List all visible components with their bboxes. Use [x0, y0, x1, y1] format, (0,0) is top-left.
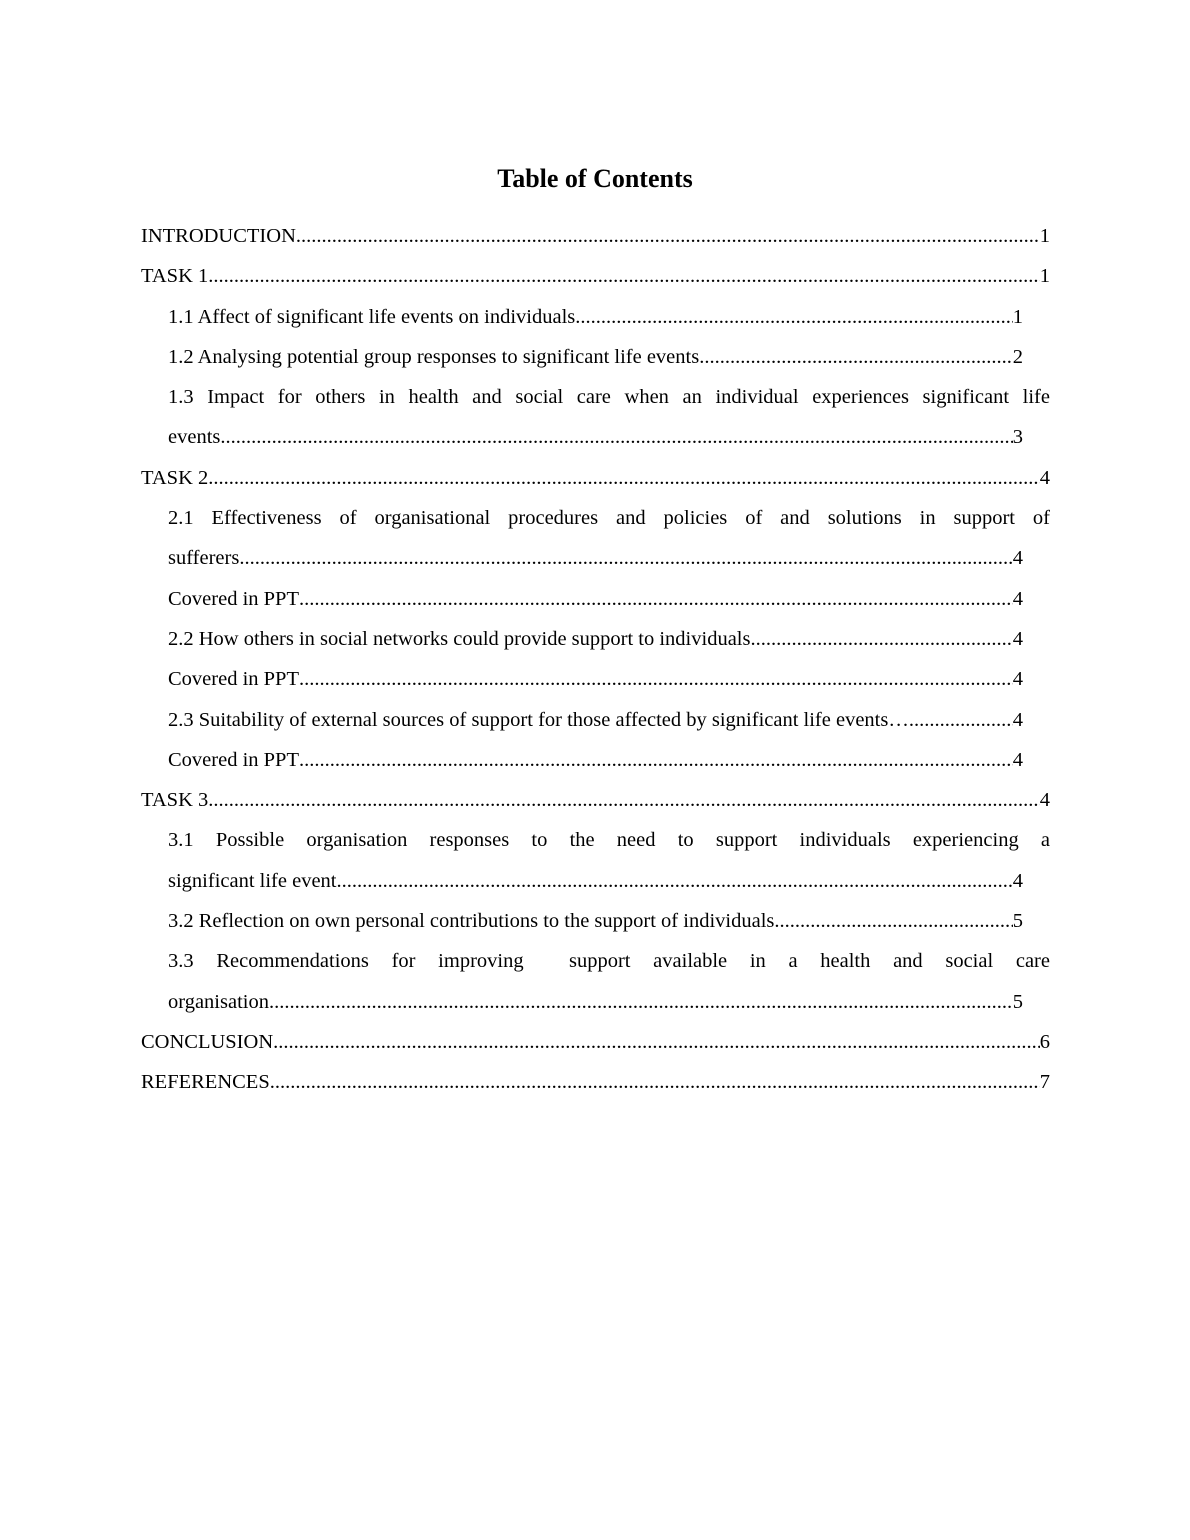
toc-entry-2-3[interactable]	[168, 700, 1023, 740]
toc-entry-page: 5	[1012, 910, 1023, 933]
toc-entry-page: 1	[1039, 265, 1050, 288]
toc-entry-title-line1: 3.1 Possible organisation responses to the need to support individuals experiencing a	[168, 829, 1050, 852]
toc-entry-page: 4	[1039, 789, 1050, 812]
toc-entry-1-1[interactable]	[168, 297, 1023, 337]
toc-entry-introduction[interactable]	[141, 216, 1050, 256]
toc-entry-title-line2: events	[168, 426, 221, 449]
dot-leader	[299, 579, 1013, 619]
toc-entry-last-line	[168, 982, 1023, 1022]
toc-entry-title: Covered in PPT	[168, 748, 299, 771]
toc-entry-title: Covered in PPT	[168, 668, 299, 691]
toc-entry-title-line1: 3.3 Recommendations for improving support available in a health and social care	[168, 950, 1050, 973]
toc-entry-last-line	[168, 861, 1023, 901]
toc-entry-title: 2.3 Suitability of external sources of support for those affected by significant life events…	[168, 708, 909, 731]
toc-entry-task-3[interactable]	[141, 780, 1050, 820]
toc-entry-1-3[interactable]	[168, 377, 1050, 458]
toc-entry-page: 4	[1039, 466, 1050, 489]
dot-leader	[299, 740, 1013, 780]
toc-entry-page: 5	[1012, 990, 1023, 1013]
toc-entry-1-2[interactable]	[168, 337, 1023, 377]
toc-entry-covered-ppt-3[interactable]	[168, 740, 1023, 780]
toc-entry-page: 3	[1012, 426, 1023, 449]
dot-leader	[750, 619, 1012, 659]
dot-leader	[774, 901, 1012, 941]
toc-entry-page: 7	[1039, 1071, 1050, 1094]
dot-leader	[699, 337, 1013, 377]
toc-entry-page: 4	[1012, 668, 1023, 691]
toc-entry-title-line2: organisation	[168, 990, 269, 1013]
toc-entry-title-line2: sufferers	[168, 547, 240, 570]
toc-entry-title: TASK 1	[141, 265, 209, 288]
dot-leader	[269, 982, 1013, 1022]
toc-entry-task-1[interactable]	[141, 256, 1050, 296]
toc-entry-title-line1: 1.3 Impact for others in health and social care when an individual experiences significant life	[168, 386, 1050, 409]
toc-entry-page: 6	[1039, 1030, 1050, 1053]
toc-entry-page: 4	[1012, 869, 1023, 892]
toc-entry-page: 4	[1012, 547, 1023, 570]
dot-leader	[208, 256, 1039, 296]
toc-entry-page: 4	[1012, 627, 1023, 650]
toc-entry-last-line	[168, 538, 1023, 578]
toc-entry-page: 1	[1039, 225, 1050, 247]
toc-entry-title-line1: 2.1 Effectiveness of organisational procedures and policies of and solutions in support of	[168, 507, 1050, 530]
toc-entry-title: 1.2 Analysing potential group responses to significant life events	[168, 345, 700, 368]
toc-entry-title: 3.2 Reflection on own personal contributions to the support of individuals	[168, 910, 775, 933]
toc-entry-3-3[interactable]	[168, 941, 1050, 1022]
dot-leader	[296, 216, 1040, 256]
toc-entry-page: 1	[1012, 305, 1023, 328]
toc-entry-2-1[interactable]	[168, 498, 1050, 579]
toc-entry-page: 4	[1012, 748, 1023, 771]
toc-entry-page: 4	[1012, 587, 1023, 610]
toc-entry-title: Covered in PPT	[168, 587, 299, 610]
toc-list	[0, 216, 1190, 1103]
dot-leader	[208, 780, 1039, 820]
dot-leader	[273, 1022, 1040, 1062]
dot-leader	[220, 417, 1012, 457]
toc-entry-title-line2: significant life event	[168, 869, 337, 892]
toc-entry-page: 4	[1012, 708, 1023, 731]
toc-entry-covered-ppt-1[interactable]	[168, 579, 1023, 619]
toc-entry-title: TASK 2	[141, 466, 209, 489]
toc-entry-covered-ppt-2[interactable]	[168, 659, 1023, 699]
toc-entry-title: TASK 3	[141, 789, 209, 812]
toc-entry-task-2[interactable]	[141, 458, 1050, 498]
toc-entry-title: REFERENCES	[141, 1071, 270, 1094]
dot-leader	[208, 458, 1039, 498]
toc-entry-2-2[interactable]	[168, 619, 1023, 659]
toc-entry-last-line	[168, 417, 1023, 457]
toc-entry-title: CONCLUSION	[141, 1030, 274, 1053]
toc-entry-3-2[interactable]	[168, 901, 1023, 941]
dot-leader	[337, 861, 1013, 901]
toc-entry-title: 1.1 Affect of significant life events on individuals	[168, 305, 576, 328]
dot-leader	[239, 538, 1012, 578]
toc-entry-3-1[interactable]	[168, 820, 1050, 901]
toc-entry-conclusion[interactable]	[141, 1022, 1050, 1062]
toc-entry-references[interactable]	[141, 1062, 1050, 1102]
toc-heading: Table of Contents	[497, 164, 693, 193]
toc-entry-title: 2.2 How others in social networks could provide support to individuals	[168, 627, 751, 650]
dot-leader	[270, 1062, 1040, 1102]
toc-entry-title: INTRODUCTION	[141, 225, 296, 247]
toc-entry-page: 2	[1012, 345, 1023, 368]
dot-leader	[299, 659, 1013, 699]
dot-leader	[909, 700, 1013, 740]
dot-leader	[575, 297, 1012, 337]
